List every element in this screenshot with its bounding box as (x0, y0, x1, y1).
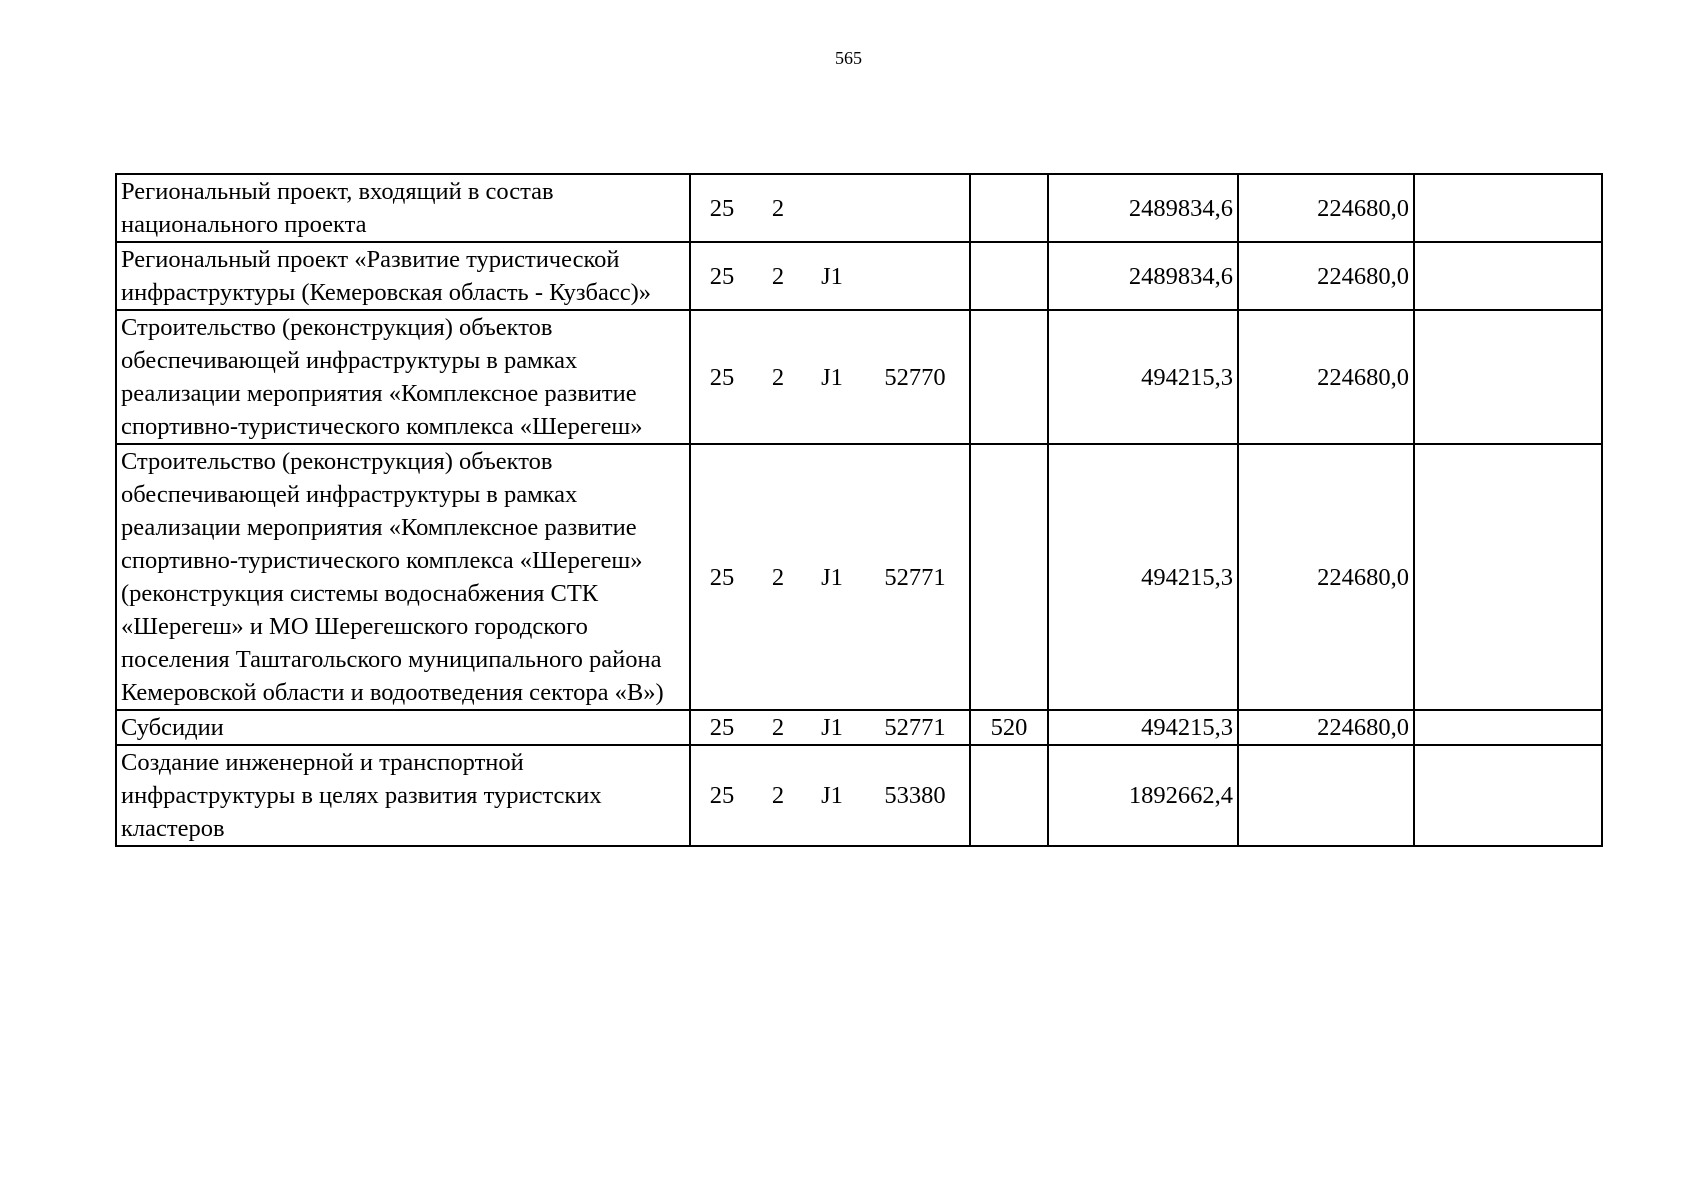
sum-year-2: 224680,0 (1238, 174, 1414, 242)
code-event: J1 (821, 262, 843, 290)
sum-year-3 (1414, 444, 1602, 710)
row-name: Создание инженерной и транспортной инфраструктуры в целях развития туристских кластеров (116, 745, 690, 846)
table-row (116, 710, 1602, 745)
code-event: J1 (821, 782, 843, 809)
row-name: Строительство (реконструкция) объектов обеспечивающей инфраструктуры в рамках реализации мероприятия «Комплексное развитие спортивно-туристического комплекса «Шерегеш» (реконструкция системы водоснабжения СТК «Шерегеш» и МО Шерегешского городского поселения Таштагольского муниципального района Кемеровской области и водоотведения сектора «В») (116, 444, 690, 710)
row-name: Субсидии (116, 710, 690, 745)
code-subprogram: 2 (771, 563, 785, 591)
code-expense-type (970, 745, 1048, 846)
code-event: J1 (821, 563, 843, 591)
row-codes (690, 745, 970, 846)
row-name: Строительство (реконструкция) объектов обеспечивающей инфраструктуры в рамках реализации мероприятия «Комплексное развитие спортивно-туристического комплекса «Шерегеш» (116, 310, 690, 444)
sum-year-2 (1238, 745, 1414, 846)
code-program: 25 (709, 782, 735, 809)
row-codes (690, 174, 970, 242)
row-codes (690, 310, 970, 444)
sum-year-2: 224680,0 (1238, 310, 1414, 444)
code-program: 25 (709, 563, 735, 591)
code-subprogram: 2 (771, 194, 785, 222)
table-body (116, 174, 1602, 846)
code-program: 25 (709, 194, 735, 222)
budget-table (115, 173, 1603, 847)
code-expense-type (970, 242, 1048, 310)
code-direction: 52771 (884, 714, 946, 741)
table-row (116, 242, 1602, 310)
page-number: 565 (835, 48, 862, 68)
sum-year-3 (1414, 242, 1602, 310)
sum-year-1: 494215,3 (1048, 710, 1238, 745)
code-direction: 53380 (884, 782, 946, 809)
sum-year-1: 494215,3 (1048, 310, 1238, 444)
sum-year-3 (1414, 710, 1602, 745)
row-name: Региональный проект «Развитие туристической инфраструктуры (Кемеровская область - Кузбасс)» (116, 242, 690, 310)
sum-year-1: 494215,3 (1048, 444, 1238, 710)
code-subprogram: 2 (771, 262, 785, 290)
code-program: 25 (709, 363, 735, 391)
code-program: 25 (709, 714, 735, 741)
code-subprogram: 2 (771, 782, 785, 809)
sum-year-1: 2489834,6 (1048, 174, 1238, 242)
sum-year-2: 224680,0 (1238, 710, 1414, 745)
sum-year-1: 2489834,6 (1048, 242, 1238, 310)
table-row (116, 174, 1602, 242)
code-expense-type: 520 (970, 710, 1048, 745)
code-event: J1 (821, 714, 843, 741)
table-row (116, 310, 1602, 444)
row-codes (690, 710, 970, 745)
code-expense-type (970, 174, 1048, 242)
code-expense-type (970, 310, 1048, 444)
row-codes (690, 444, 970, 710)
sum-year-1: 1892662,4 (1048, 745, 1238, 846)
code-event: J1 (821, 363, 843, 391)
code-direction: 52770 (884, 363, 946, 391)
sum-year-3 (1414, 174, 1602, 242)
code-subprogram: 2 (771, 714, 785, 741)
code-expense-type (970, 444, 1048, 710)
code-program: 25 (709, 262, 735, 290)
sum-year-2: 224680,0 (1238, 444, 1414, 710)
sum-year-3 (1414, 745, 1602, 846)
table-row (116, 745, 1602, 846)
table-row (116, 444, 1602, 710)
code-subprogram: 2 (771, 363, 785, 391)
row-codes (690, 242, 970, 310)
row-name: Региональный проект, входящий в состав национального проекта (116, 174, 690, 242)
code-direction: 52771 (884, 563, 946, 591)
sum-year-3 (1414, 310, 1602, 444)
sum-year-2: 224680,0 (1238, 242, 1414, 310)
